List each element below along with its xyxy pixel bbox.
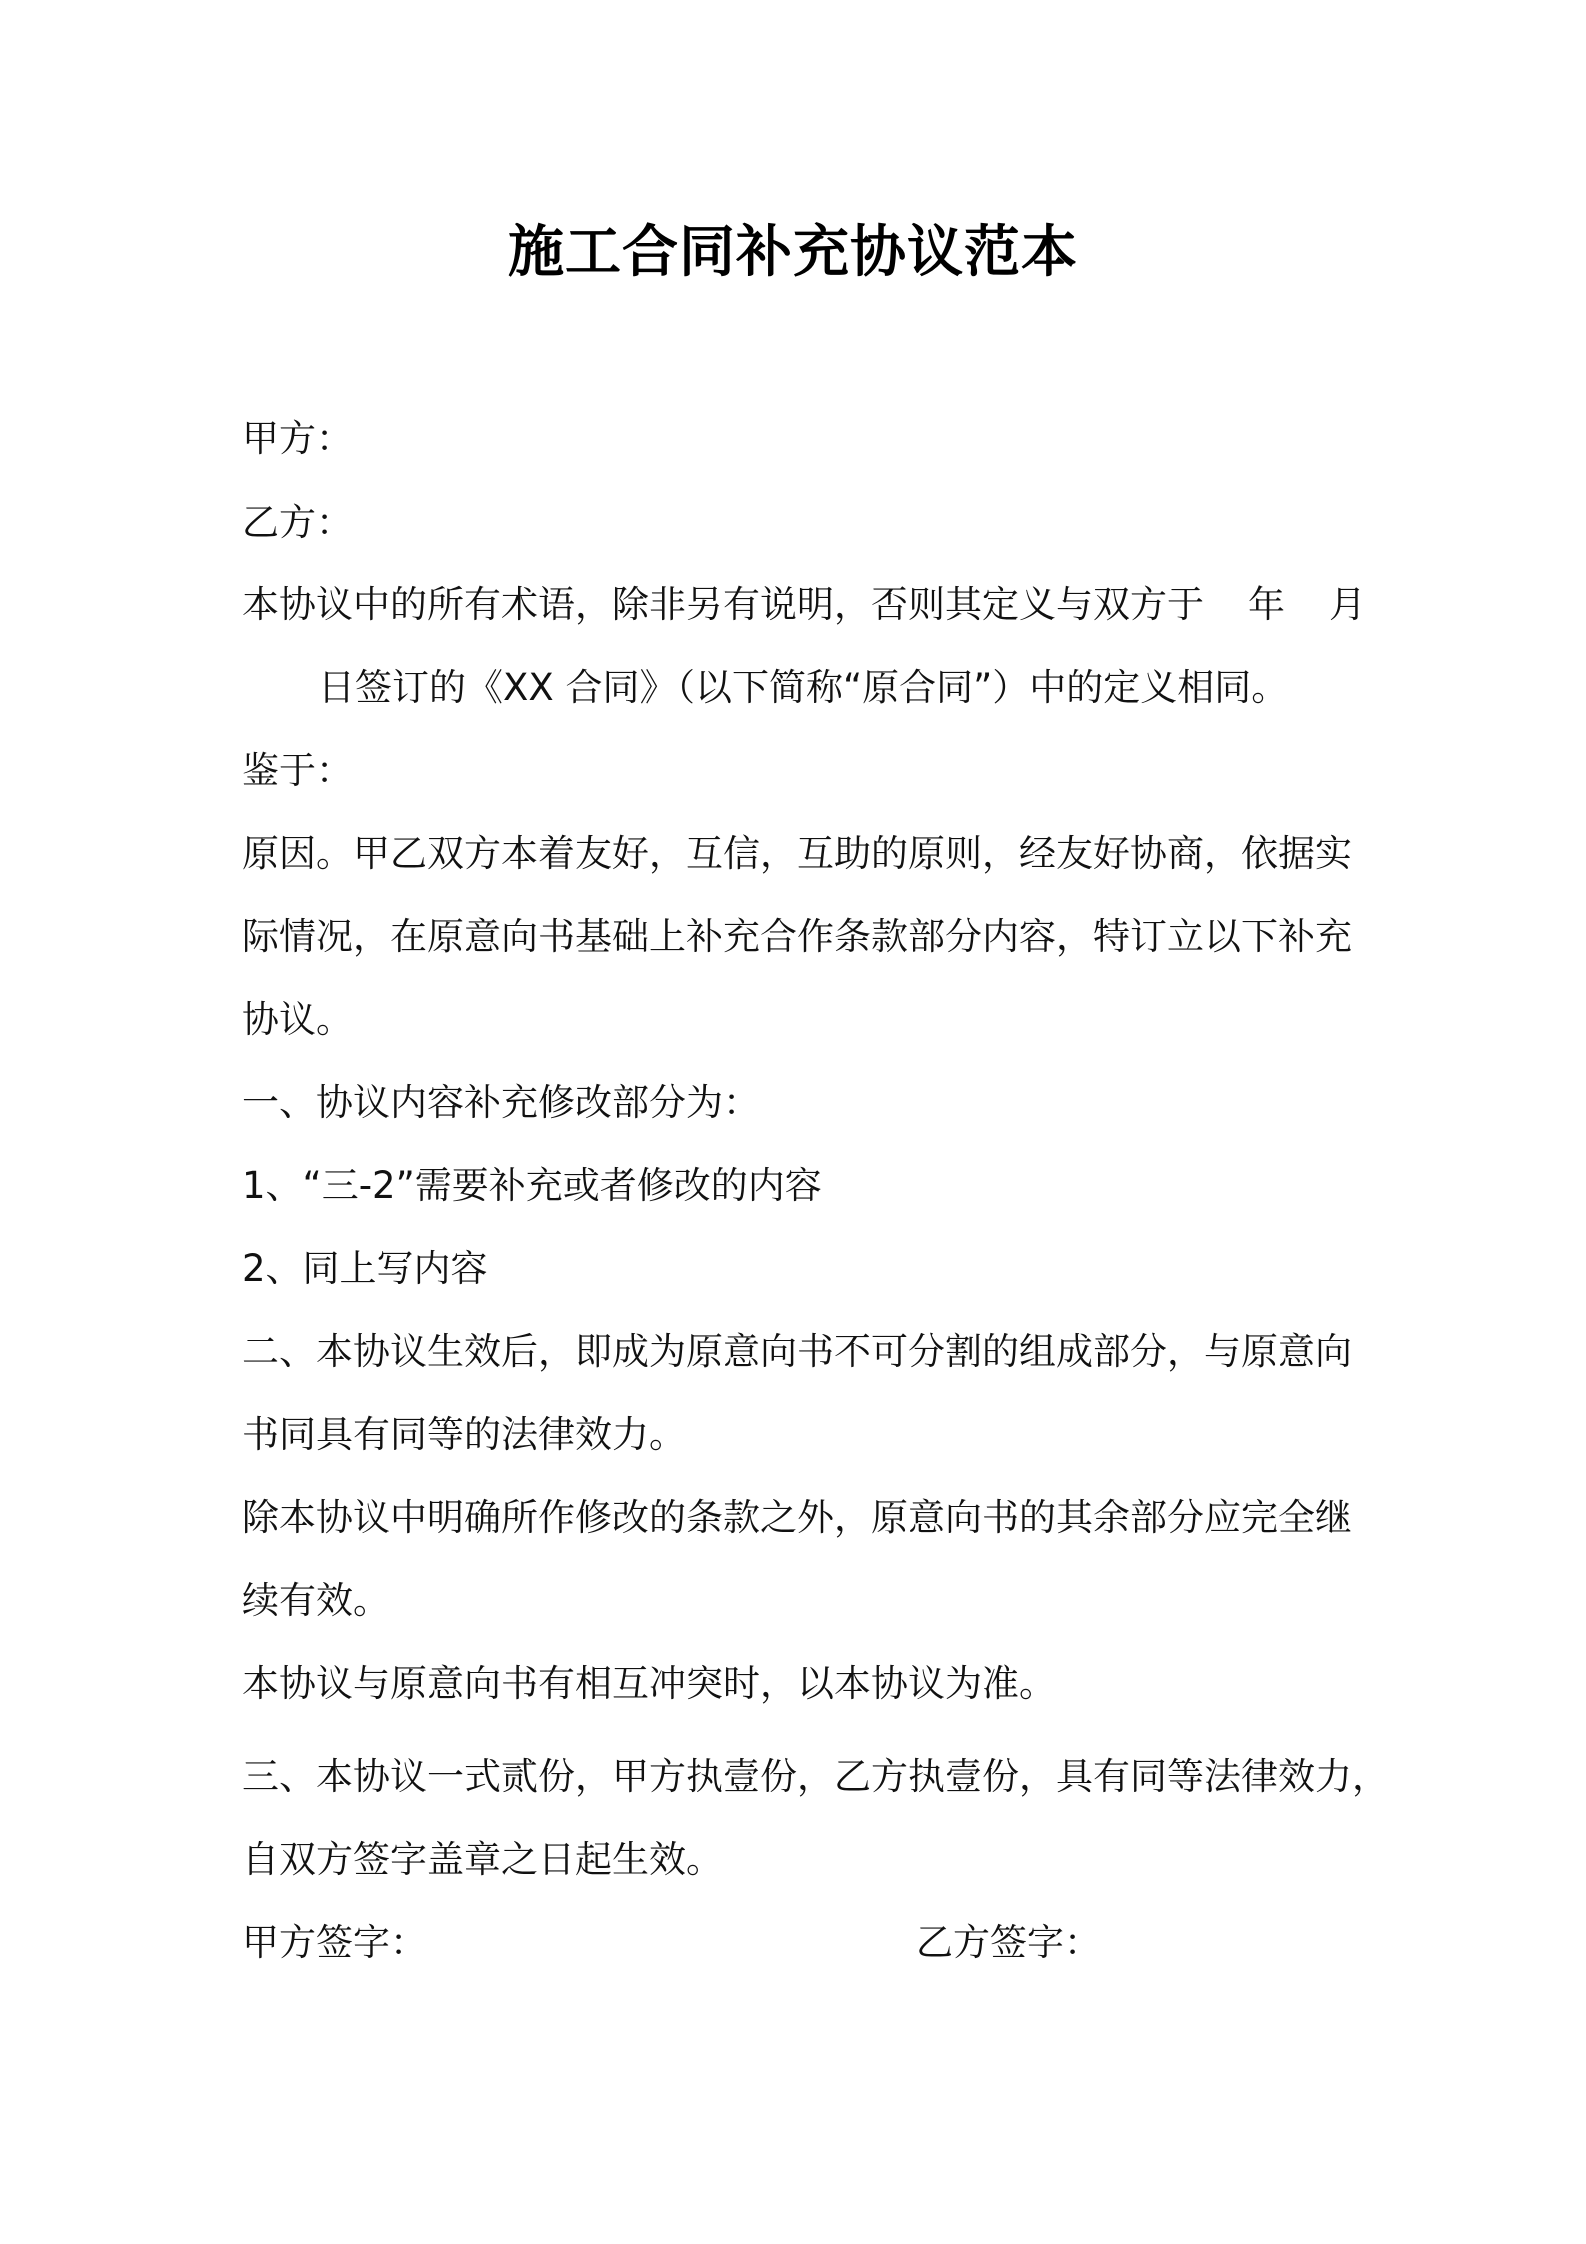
section-2-line-2: 书同具有同等的法律效力。	[242, 1413, 686, 1456]
reason-line-2: 际情况，在原意向书基础上补充合作条款部分内容，特订立以下补充	[242, 915, 1352, 958]
remainder-line-1: 除本协议中明确所作修改的条款之外，原意向书的其余部分应完全继	[242, 1496, 1352, 1539]
signature-party-a: 甲方签字：	[242, 1921, 427, 1964]
signature-party-b: 乙方签字：	[916, 1921, 1101, 1964]
definitions-line-2: 日签订的《XX 合同》（以下简称“原合同”）中的定义相同。	[318, 666, 1289, 709]
definitions-year: 年	[1248, 583, 1285, 626]
definitions-month: 月	[1329, 583, 1366, 626]
remainder-line-2: 续有效。	[242, 1579, 390, 1622]
section-3-line-2: 自双方签字盖章之日起生效。	[242, 1838, 723, 1881]
conflict-line: 本协议与原意向书有相互冲突时，以本协议为准。	[242, 1662, 1056, 1705]
document-title: 施工合同补充协议范本	[508, 220, 1078, 285]
section-3-line-1: 三、本协议一式贰份，甲方执壹份，乙方执壹份，具有同等法律效力，	[242, 1755, 1389, 1798]
party-b-label: 乙方：	[242, 501, 353, 544]
reason-line-1: 原因。甲乙双方本着友好，互信，互助的原则，经友好协商，依据实	[242, 832, 1352, 875]
section-2-line-1: 二、本协议生效后，即成为原意向书不可分割的组成部分，与原意向	[242, 1330, 1352, 1373]
party-a-label: 甲方：	[242, 417, 353, 460]
definitions-text: 本协议中的所有术语，除非另有说明，否则其定义与双方于	[242, 583, 1204, 626]
section-1-item-2: 2、同上写内容	[242, 1247, 488, 1290]
section-1-item-1: 1、“三-2”需要补充或者修改的内容	[242, 1164, 822, 1207]
definitions-line-1	[242, 580, 1366, 630]
reason-line-3: 协议。	[242, 998, 353, 1041]
whereas-label: 鉴于：	[242, 749, 353, 792]
section-1-heading: 一、协议内容补充修改部分为：	[242, 1081, 760, 1124]
